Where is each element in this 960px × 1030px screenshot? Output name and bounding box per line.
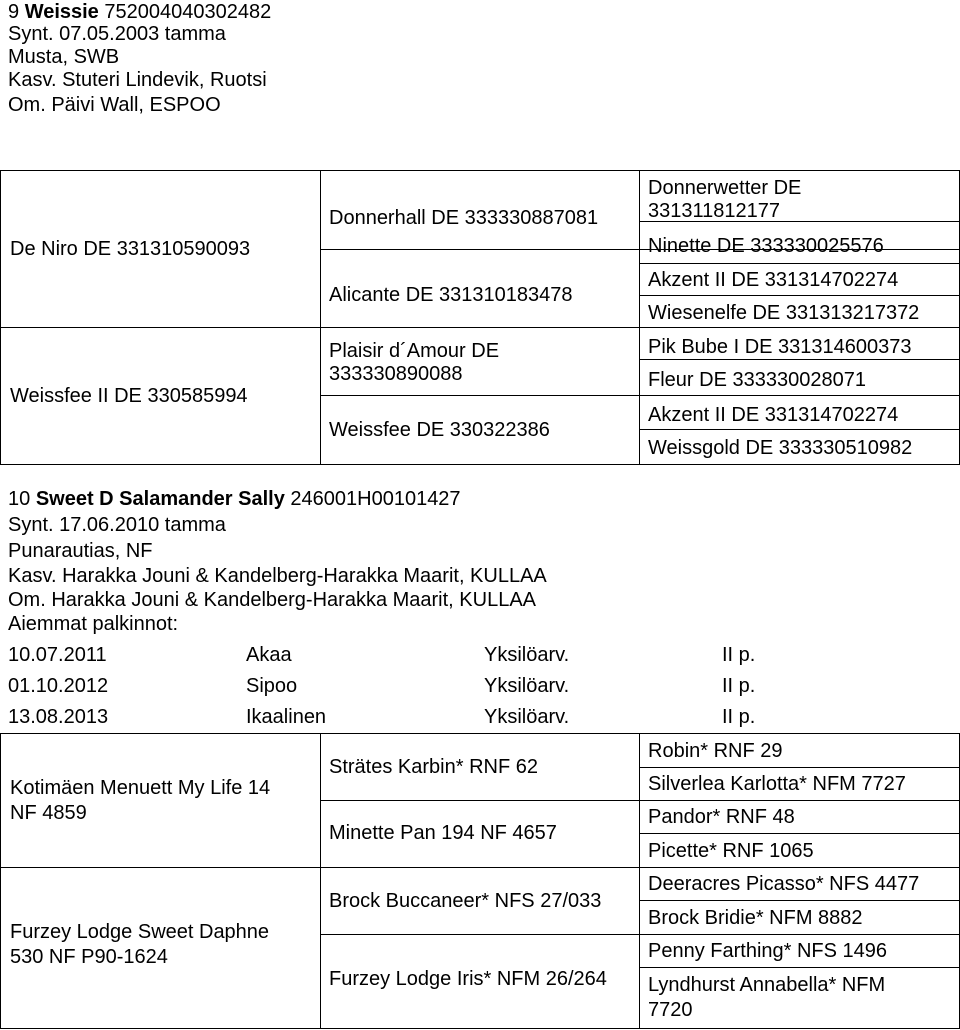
horse9-owner: Om. Päivi Wall, ESPOO <box>8 94 221 116</box>
horse10-ssd: Silverlea Karlotta* NFM 7727 <box>648 773 906 795</box>
horse9-ssd: Ninette DE 333330025576 <box>648 235 884 257</box>
horse9-sss-2: 331311812177 <box>648 200 780 222</box>
award-result: II p. <box>722 644 756 666</box>
horse9-ds-1: Plaisir d´Amour DE <box>329 340 500 362</box>
horse10-breeder: Kasv. Harakka Jouni & Kandelberg-Harakka Maarit, KULLAA <box>8 565 547 587</box>
horse10-ss: Strätes Karbin* RNF 62 <box>329 756 538 778</box>
horse9-ss: Donnerhall DE 333330887081 <box>329 207 599 229</box>
horse10-dam-1: Furzey Lodge Sweet Daphne <box>10 921 270 943</box>
horse10-name: Sweet D Salamander Sally <box>35 488 285 510</box>
horse10-sire-1: Kotimäen Menuett My Life 14 <box>10 777 271 799</box>
horse9-ds-2: 333330890088 <box>329 363 463 385</box>
award-date: 01.10.2012 <box>8 675 109 697</box>
horse9-breeder: Kasv. Stuteri Lindevik, Ruotsi <box>8 69 267 91</box>
horse10-color: Punarautias, NF <box>8 540 153 562</box>
horse9-dd: Weissfee DE 330322386 <box>329 419 550 441</box>
horse9-pedigree-table <box>0 170 960 465</box>
horse9-dss: Pik Bube I DE 331314600373 <box>648 336 912 358</box>
horse10-sire-2: NF 4859 <box>10 802 87 824</box>
horse10-dss: Deeracres Picasso* NFS 4477 <box>648 873 920 895</box>
horse9-ddd: Weissgold DE 333330510982 <box>648 437 913 459</box>
horse10-ds: Brock Buccaneer* NFS 27/033 <box>329 890 602 912</box>
horse10-reg: 246001H00101427 <box>290 488 461 510</box>
award-place: Akaa <box>246 644 292 666</box>
horse9-color: Musta, SWB <box>8 46 120 68</box>
horse10-pedigree-table <box>0 733 960 1029</box>
horse10-awards-label: Aiemmat palkinnot: <box>8 613 179 635</box>
horse9-reg: 752004040302482 <box>104 1 272 23</box>
horse9-title <box>8 0 271 24</box>
award-result: II p. <box>722 675 756 697</box>
horse9-name: Weissie <box>24 1 99 23</box>
horse9-born: Synt. 07.05.2003 tamma <box>8 23 226 45</box>
horse9-sds: Akzent II DE 331314702274 <box>648 269 899 291</box>
award-class: Yksilöarv. <box>484 675 570 697</box>
horse10-dd: Furzey Lodge Iris* NFM 26/264 <box>329 968 607 990</box>
horse9-dsd: Fleur DE 333330028071 <box>648 369 866 391</box>
horse10-number: 10 <box>8 488 31 510</box>
horse10-title <box>8 487 461 511</box>
horse10-dds: Penny Farthing* NFS 1496 <box>648 940 888 962</box>
horse10-sd: Minette Pan 194 NF 4657 <box>329 822 557 844</box>
horse10-ddd-1: Lyndhurst Annabella* NFM <box>648 974 886 996</box>
award-date: 10.07.2011 <box>8 644 107 666</box>
award-result: II p. <box>722 706 756 728</box>
horse10-ddd-2: 7720 <box>648 999 693 1021</box>
horse9-number: 9 <box>8 1 20 23</box>
horse9-sd: Alicante DE 331310183478 <box>329 284 573 306</box>
horse10-owner: Om. Harakka Jouni & Kandelberg-Harakka Maarit, KULLAA <box>8 589 537 611</box>
horse9-sss-1: Donnerwetter DE <box>648 177 802 199</box>
award-class: Yksilöarv. <box>484 644 570 666</box>
horse10-sss: Robin* RNF 29 <box>648 740 783 762</box>
award-date: 13.08.2013 <box>8 706 109 728</box>
horse10-dsd: Brock Bridie* NFM 8882 <box>648 907 863 929</box>
horse10-sds: Pandor* RNF 48 <box>648 806 795 828</box>
horse9-dds: Akzent II DE 331314702274 <box>648 404 899 426</box>
horse9-sdd: Wiesenelfe DE 331313217372 <box>648 302 920 324</box>
horse10-sdd: Picette* RNF 1065 <box>648 840 814 862</box>
horse10-dam-2: 530 NF P90-1624 <box>10 946 168 968</box>
horse10-born: Synt. 17.06.2010 tamma <box>8 514 226 536</box>
award-class: Yksilöarv. <box>484 706 570 728</box>
horse9-sire: De Niro DE 331310590093 <box>10 238 251 260</box>
award-place: Sipoo <box>246 675 298 697</box>
award-place: Ikaalinen <box>246 706 327 728</box>
horse9-dam: Weissfee II DE 330585994 <box>10 385 248 407</box>
